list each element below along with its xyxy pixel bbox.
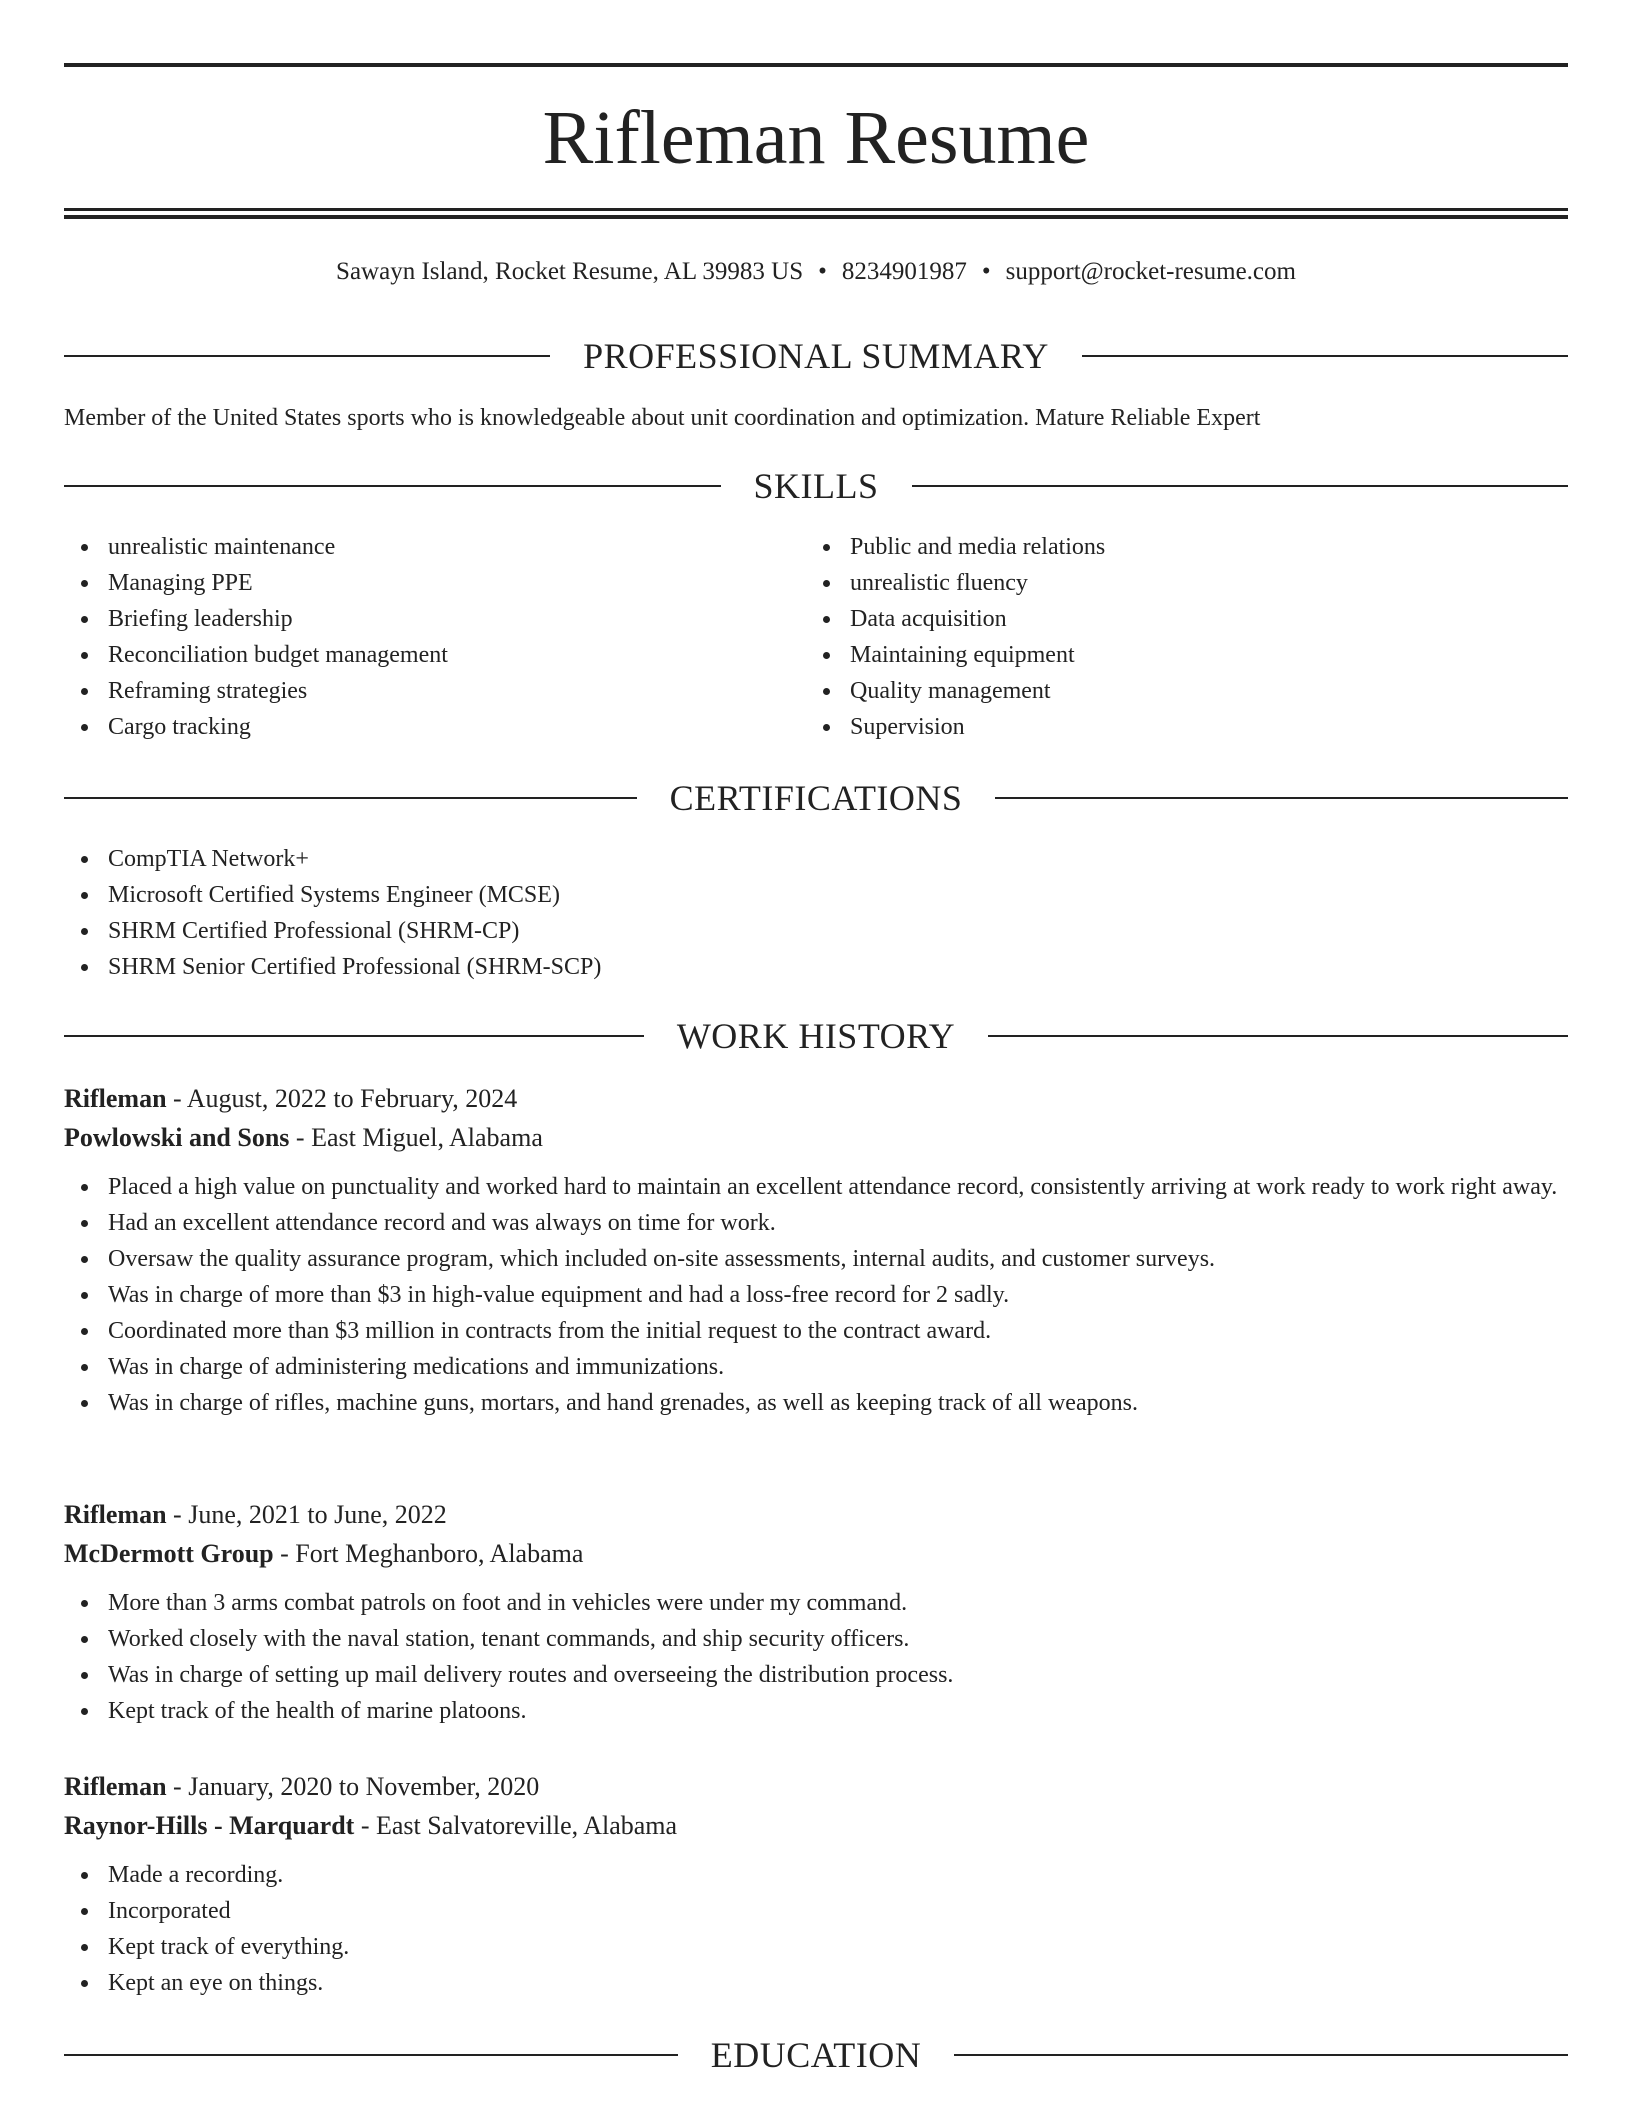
job-title: Rifleman [64,1084,167,1113]
skill-item: Reconciliation budget management [64,637,784,673]
skill-item: Supervision [806,709,1526,745]
job-duty: Was in charge of administering medications and immunizations. [64,1349,1568,1385]
job-entry [64,1495,1568,1729]
resume-title: Rifleman Resume [542,96,1090,180]
job-location: - East Miguel, Alabama [295,1123,543,1152]
job-title: Rifleman [64,1500,167,1529]
summary-text: Member of the United States sports who is knowledgeable about unit coordination and optimization. Mature Reliable Expert [64,405,1261,431]
job-duty: Made a recording. [64,1857,1568,1893]
certification-item: Microsoft Certified Systems Engineer (MCSE) [64,877,1264,913]
work-history-title: WORK HISTORY [676,1016,956,1056]
job-duties-list [64,1857,1568,2001]
heading-rule-right [1082,355,1568,357]
job-duties-list [64,1169,1568,1421]
job-title: Rifleman [64,1772,167,1801]
job-entry [64,1767,1568,2001]
job-duty: Was in charge of rifles, machine guns, mortars, and hand grenades, as well as keeping track of all weapons. [64,1385,1568,1421]
skill-item: Briefing leadership [64,601,784,637]
job-title-line [64,1495,1568,1534]
job-company: McDermott Group [64,1539,274,1568]
heading-rule-left [64,1035,644,1037]
job-duty: Was in charge of more than $3 in high-value equipment and had a loss-free record for 2 sadly. [64,1277,1568,1313]
skills-column-left [64,529,784,745]
job-dates: - January, 2020 to November, 2020 [173,1772,540,1801]
job-company-line [64,1806,1568,1845]
skill-item: Managing PPE [64,565,784,601]
job-company: Raynor-Hills - Marquardt [64,1811,355,1840]
job-location: - East Salvatoreville, Alabama [360,1811,678,1840]
certifications-heading [64,773,1568,823]
skill-item: Data acquisition [806,601,1526,637]
certifications-list [64,841,1264,985]
skills-list-right [806,529,1526,745]
education-heading [64,2030,1568,2080]
job-duties-list [64,1585,1568,1729]
contact-separator: • [818,258,827,285]
job-title-line [64,1079,1568,1118]
job-location: - Fort Meghanboro, Alabama [280,1539,584,1568]
title-double-rule-lower [64,215,1568,219]
heading-rule-left [64,485,721,487]
skill-item: Quality management [806,673,1526,709]
certification-item: CompTIA Network+ [64,841,1264,877]
certifications-title: CERTIFICATIONS [669,778,963,818]
certification-item: SHRM Certified Professional (SHRM-CP) [64,913,1264,949]
job-duty: Coordinated more than $3 million in contracts from the initial request to the contract award. [64,1313,1568,1349]
certification-item: SHRM Senior Certified Professional (SHRM-SCP) [64,949,1264,985]
education-title: EDUCATION [710,2035,922,2075]
heading-rule-right [954,2054,1568,2056]
job-company-line [64,1118,1568,1157]
heading-rule-left [64,355,550,357]
certifications-block [64,841,1264,985]
skill-item: unrealistic fluency [806,565,1526,601]
summary-heading [64,331,1568,381]
job-duty: Oversaw the quality assurance program, which included on-site assessments, internal audits, and customer surveys. [64,1241,1568,1277]
skills-title: SKILLS [753,466,879,506]
contact-address: Sawayn Island, Rocket Resume, AL 39983 US [336,258,804,285]
contact-phone: 8234901987 [841,258,967,285]
heading-rule-right [988,1035,1568,1037]
heading-rule-right [995,797,1568,799]
skill-item: Reframing strategies [64,673,784,709]
skill-item: Public and media relations [806,529,1526,565]
summary-title: PROFESSIONAL SUMMARY [583,336,1049,376]
job-title-line [64,1767,1568,1806]
job-duty: More than 3 arms combat patrols on foot and in vehicles were under my command. [64,1585,1568,1621]
job-duty: Incorporated [64,1893,1568,1929]
job-duty: Kept an eye on things. [64,1965,1568,2001]
job-duty: Kept track of everything. [64,1929,1568,1965]
job-company: Powlowski and Sons [64,1123,290,1152]
job-duty: Kept track of the health of marine platoons. [64,1693,1568,1729]
contact-line [64,252,1568,292]
job-duty: Had an excellent attendance record and was always on time for work. [64,1205,1568,1241]
skill-item: unrealistic maintenance [64,529,784,565]
skill-item: Cargo tracking [64,709,784,745]
job-dates: - June, 2021 to June, 2022 [173,1500,447,1529]
work-history-heading [64,1011,1568,1061]
skill-item: Maintaining equipment [806,637,1526,673]
contact-separator: • [981,258,991,285]
job-company-line [64,1534,1568,1573]
heading-rule-right [912,485,1569,487]
title-double-rule-upper [64,208,1568,211]
skills-heading [64,461,1568,511]
skills-list-left [64,529,784,745]
top-rule [64,63,1568,67]
job-duty: Worked closely with the naval station, tenant commands, and ship security officers. [64,1621,1568,1657]
job-duty: Placed a high value on punctuality and worked hard to maintain an excellent attendance record, consistently arriving at work ready to work right away. [64,1169,1568,1205]
contact-email: support@rocket-resume.com [1005,258,1296,285]
job-duty: Was in charge of setting up mail delivery routes and overseeing the distribution process. [64,1657,1568,1693]
heading-rule-left [64,2054,678,2056]
skills-column-right [806,529,1526,745]
job-entry [64,1079,1568,1421]
job-dates: - August, 2022 to February, 2024 [173,1084,518,1113]
heading-rule-left [64,797,637,799]
